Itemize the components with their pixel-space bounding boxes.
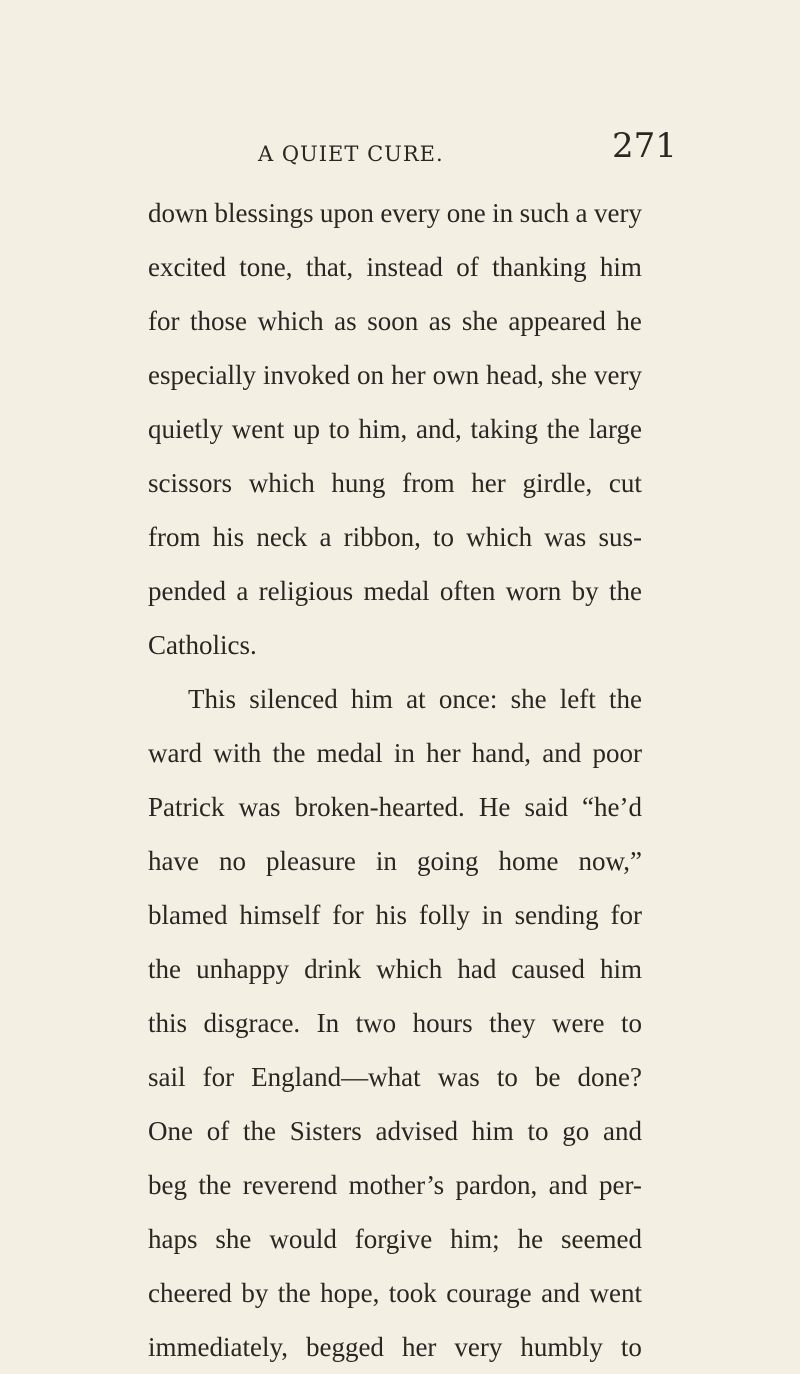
page-number: 271 [612,126,677,166]
text-line: excited tone, that, instead of thanking him [148,252,642,282]
running-head-title: A QUIET CURE. [258,142,444,166]
text-line: have no pleasure in going home now,” [148,846,642,876]
text-line: immediately, begged her very humbly to [148,1332,642,1362]
text-line: haps she would forgive him; he seemed [148,1224,642,1254]
text-line: sail for England—what was to be done? [148,1062,642,1092]
text-line: especially invoked on her own head, she very [148,360,642,390]
text-line: blamed himself for his folly in sending for [148,900,642,930]
text-line: this disgrace. In two hours they were to [148,1008,642,1038]
text-line: ward with the medal in her hand, and poor [148,738,642,768]
paragraph [148,186,642,672]
text-line: beg the reverend mother’s pardon, and per- [148,1170,642,1200]
paragraph [148,672,642,1374]
text-line: from his neck a ribbon, to which was sus- [148,522,642,552]
text-line: quietly went up to him, and, taking the large [148,414,642,444]
text-line: cheered by the hope, took courage and went [148,1278,642,1308]
text-line: for those which as soon as she appeared he [148,306,642,336]
text-line: pended a religious medal often worn by the [148,576,642,606]
text-line: down blessings upon every one in such a very [148,198,642,228]
text-line: One of the Sisters advised him to go and [148,1116,642,1146]
text-line: the unhappy drink which had caused him [148,954,642,984]
text-line: This silenced him at once: she left the [188,684,642,714]
text-line: Patrick was broken-hearted. He said “he’d [148,792,642,822]
text-line: scissors which hung from her girdle, cut [148,468,642,498]
text-line: Catholics. [148,630,257,660]
body-text [148,186,642,1374]
